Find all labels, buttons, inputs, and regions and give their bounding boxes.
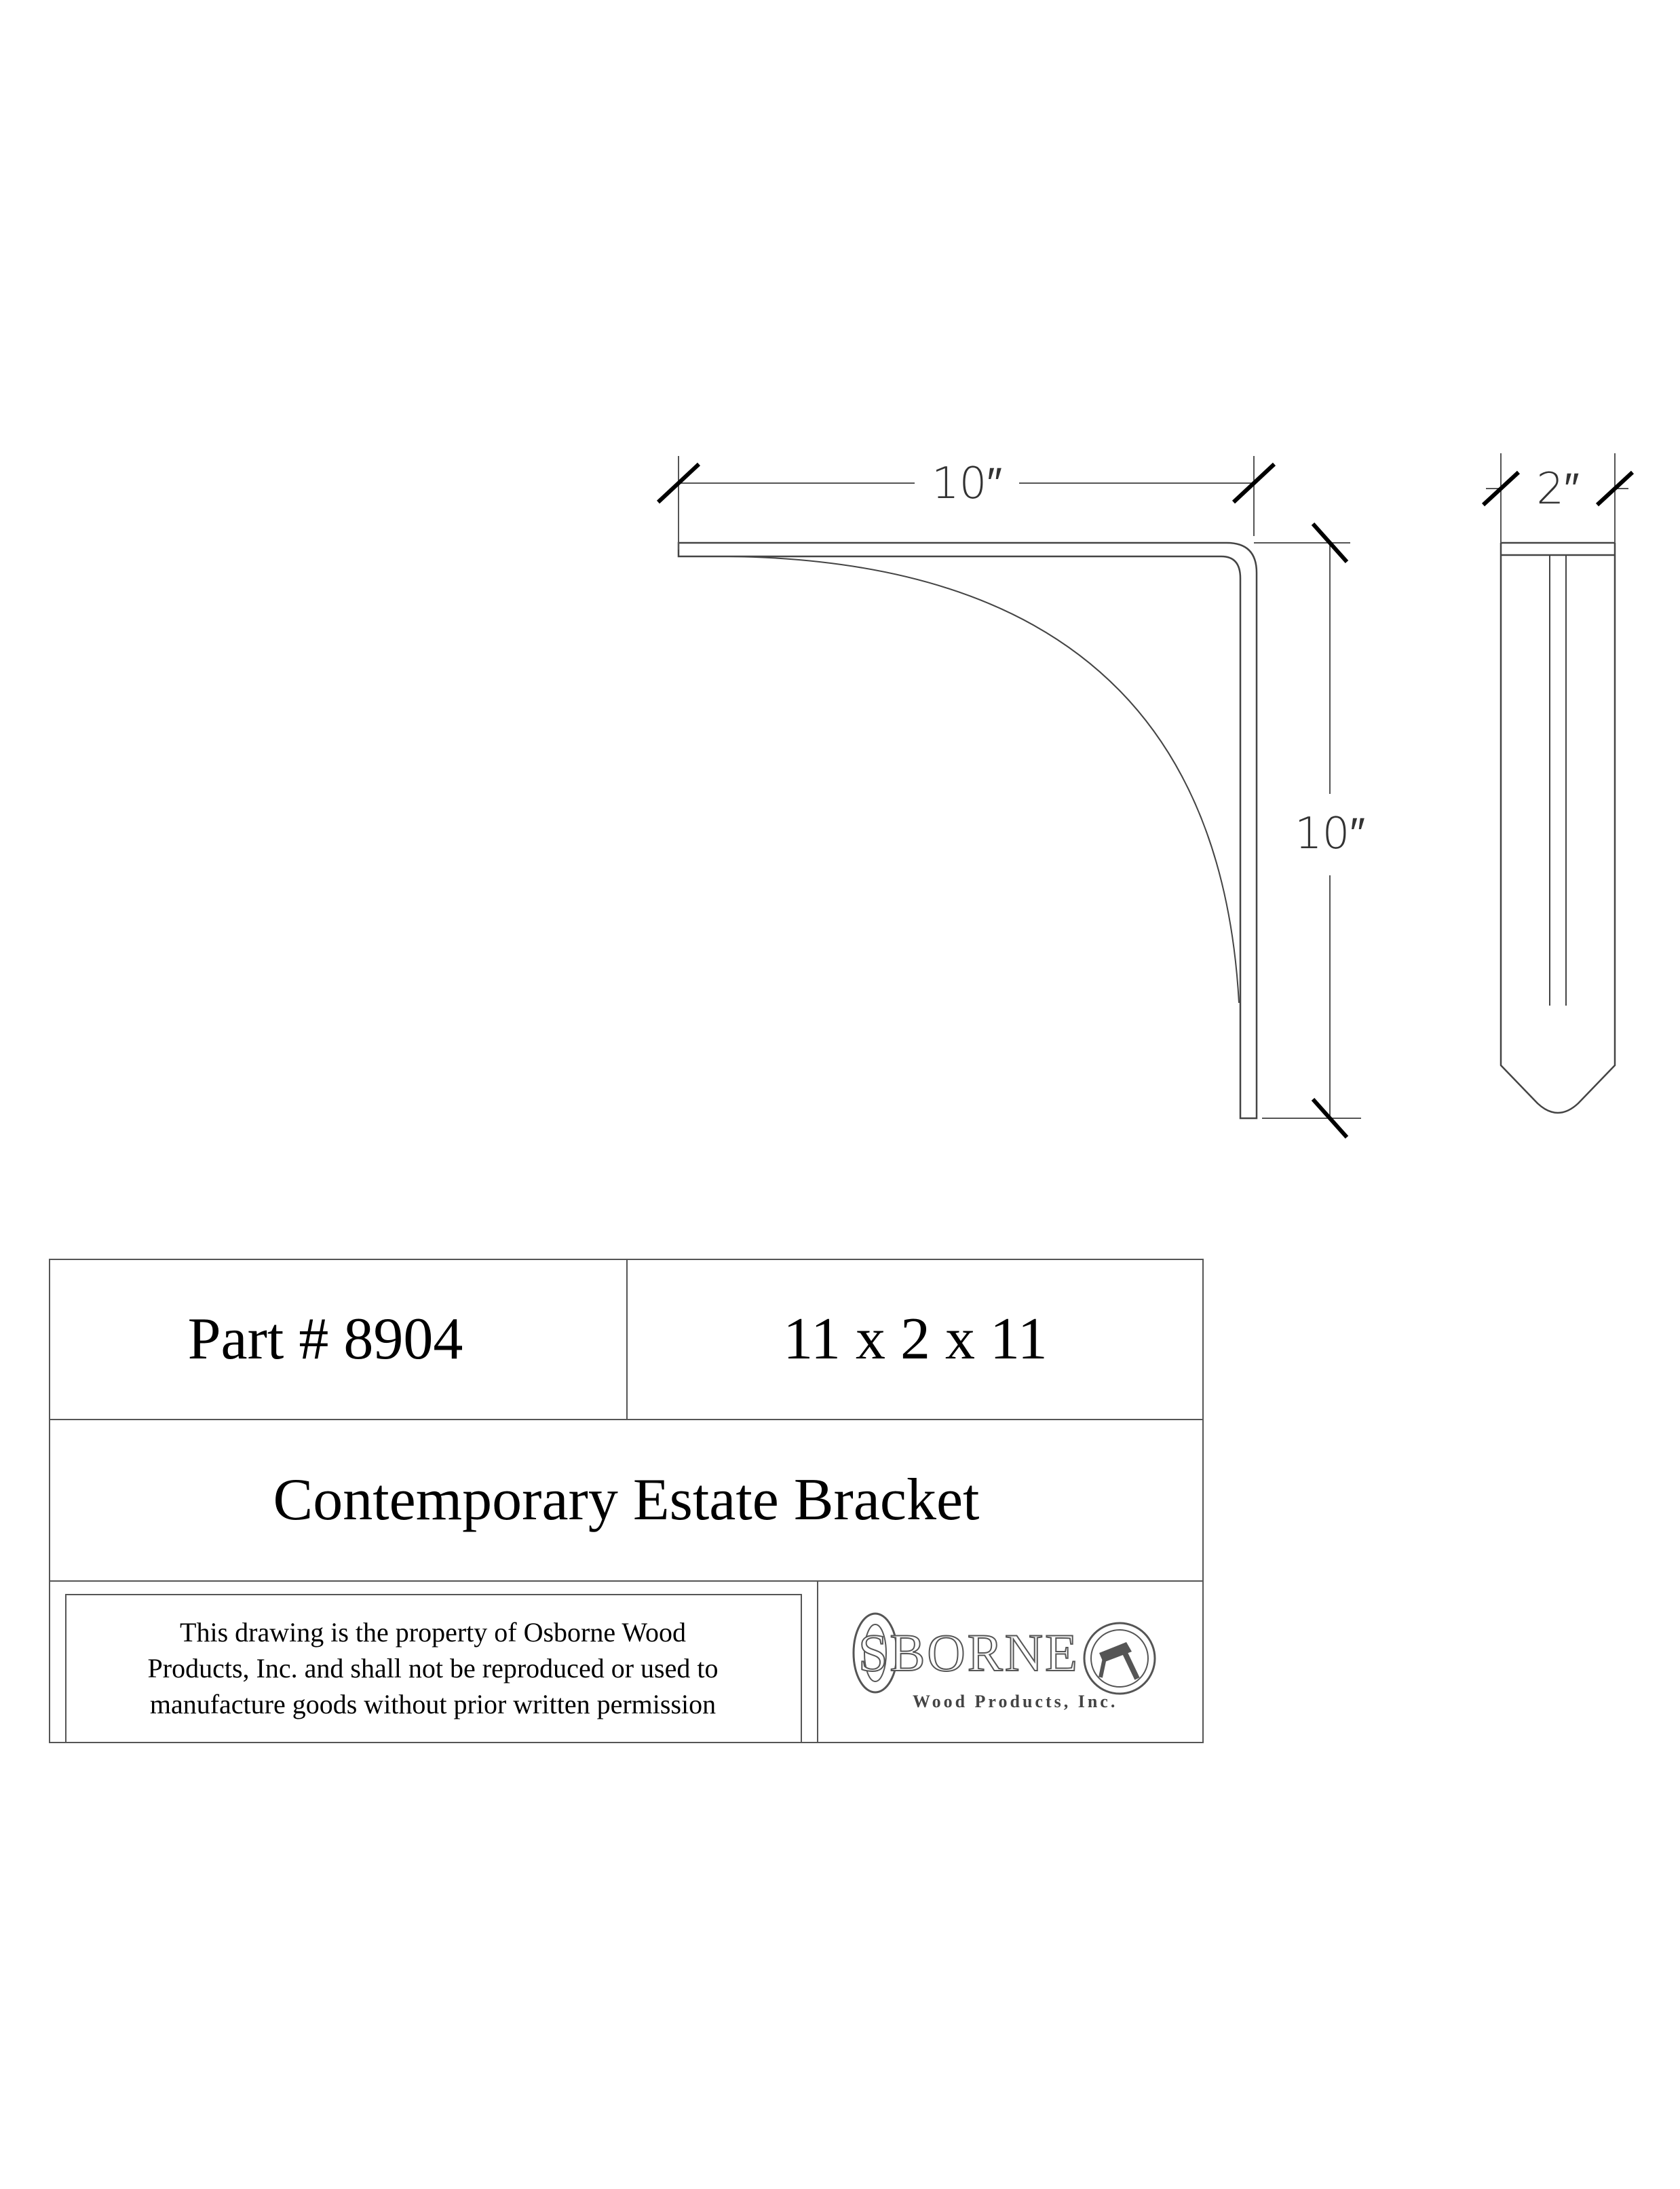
ownership-notice: [65, 1594, 801, 1742]
logo-brand-text: SBORNE: [858, 1623, 1080, 1682]
logo-brand-rest: [858, 1622, 1080, 1683]
logo-subtitle: Wood Products, Inc.: [913, 1692, 1118, 1711]
bracket-curve: [729, 556, 1239, 1003]
bracket-side-view: [1501, 543, 1615, 1113]
notice-line: manufacture goods without prior written permission: [149, 1688, 717, 1719]
height-label: 10″: [1294, 809, 1366, 859]
company-logo: [818, 1580, 1204, 1742]
part-number: Part # 8904: [187, 1306, 463, 1372]
part-size: 11 x 2 x 11: [783, 1306, 1048, 1372]
bracket-front-view: [679, 543, 1257, 1118]
thickness-label: 2″: [1536, 464, 1580, 514]
title-block: [49, 1259, 1204, 1743]
notice-line: Products, Inc. and shall not be reproduced or used to: [147, 1652, 719, 1683]
product-name: Contemporary Estate Bracket: [273, 1466, 980, 1533]
notice-line: This drawing is the property of Osborne Wood: [180, 1616, 686, 1648]
side-profile: [1501, 543, 1615, 1113]
bracket-outline: [679, 543, 1257, 1118]
width-label: 10″: [931, 459, 1003, 509]
